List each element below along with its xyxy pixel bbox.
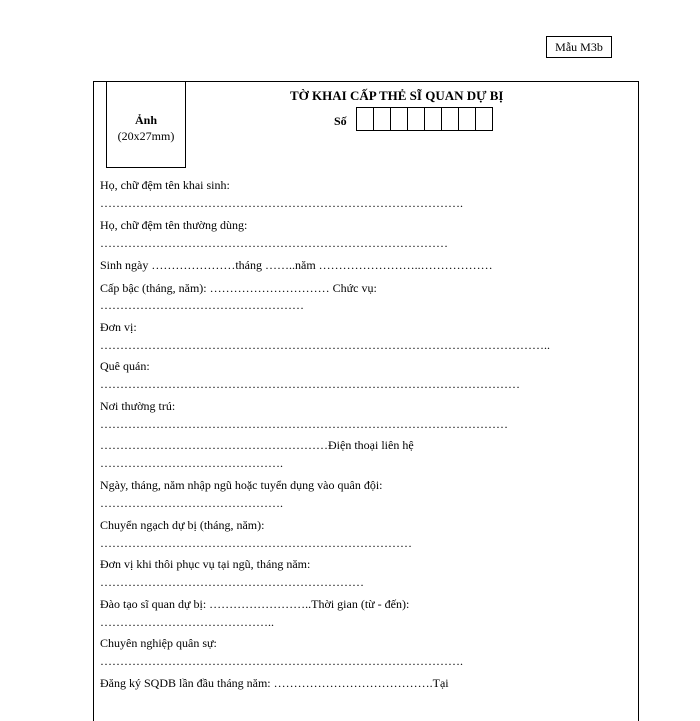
discharge-unit-label: Đơn vị khi thôi phục vụ tại ngũ, tháng năm:: [100, 557, 311, 571]
residence-phone-line[interactable]: …………………………………………………Điện thoại liên hệ: [100, 438, 414, 452]
form-title: TỜ KHAI CẤP THẺ SĨ QUAN DỰ BỊ: [290, 88, 504, 103]
residence-label: Nơi thường trú:: [100, 399, 176, 413]
phone-fill[interactable]: ……………………………………….: [100, 456, 283, 470]
birth-date-line[interactable]: Sinh ngày …………………tháng ……..năm ……………………..………………: [100, 258, 493, 272]
unit-label: Đơn vị:: [100, 320, 137, 334]
birth-name-label: Họ, chữ đệm tên khai sinh:: [100, 178, 230, 192]
number-label: Số: [334, 114, 347, 128]
number-cell[interactable]: [356, 107, 374, 131]
number-boxes[interactable]: [357, 107, 493, 131]
military-specialty-fill[interactable]: ……………………………………………………………………………….: [100, 654, 463, 668]
number-cell[interactable]: [458, 107, 476, 131]
number-cell[interactable]: [390, 107, 408, 131]
enlistment-date-label: Ngày, tháng, năm nhập ngũ hoặc tuyển dụng vào quân đội:: [100, 478, 383, 492]
number-cell[interactable]: [407, 107, 425, 131]
common-name-label: Họ, chữ đệm tên thường dùng:: [100, 218, 248, 232]
number-cell[interactable]: [424, 107, 442, 131]
position-fill[interactable]: ……………………………………………: [100, 298, 304, 312]
residence-fill-1[interactable]: …………………………………………………………………………………………: [100, 417, 508, 431]
number-cell[interactable]: [475, 107, 493, 131]
unit-fill[interactable]: …………………………………………………………………………………………………..: [100, 338, 550, 352]
common-name-fill[interactable]: ……………………………………………………………………………: [100, 236, 448, 250]
reserve-training-line[interactable]: Đào tạo sĩ quan dự bị: ……………………..Thời gian (từ - đến):: [100, 597, 410, 611]
discharge-unit-fill[interactable]: …………………………………………………………: [100, 575, 364, 589]
photo-size: (20x27mm): [117, 129, 175, 143]
hometown-label: Quê quán:: [100, 359, 150, 373]
rank-position-line[interactable]: Cấp bậc (tháng, năm): ………………………… Chức vụ:: [100, 281, 377, 295]
reserve-transfer-fill[interactable]: ……………………………………………………………………: [100, 536, 412, 550]
photo-label: Ảnh: [134, 113, 157, 127]
enlistment-date-fill[interactable]: ……………………………………….: [100, 496, 283, 510]
first-registration-line[interactable]: Đăng ký SQDB lần đầu tháng năm: ………………………………….Tại: [100, 676, 449, 690]
number-cell[interactable]: [373, 107, 391, 131]
military-specialty-label: Chuyên nghiệp quân sự:: [100, 636, 217, 650]
reserve-transfer-label: Chuyển ngạch dự bị (tháng, năm):: [100, 518, 265, 532]
form-code-box: Mẫu M3b: [546, 36, 612, 58]
number-cell[interactable]: [441, 107, 459, 131]
birth-name-fill[interactable]: ……………………………………………………………………………….: [100, 196, 463, 210]
hometown-fill[interactable]: ……………………………………………………………………………………………: [100, 377, 520, 391]
photo-placeholder: [106, 81, 186, 168]
training-time-fill[interactable]: ……………………………………..: [100, 615, 274, 629]
